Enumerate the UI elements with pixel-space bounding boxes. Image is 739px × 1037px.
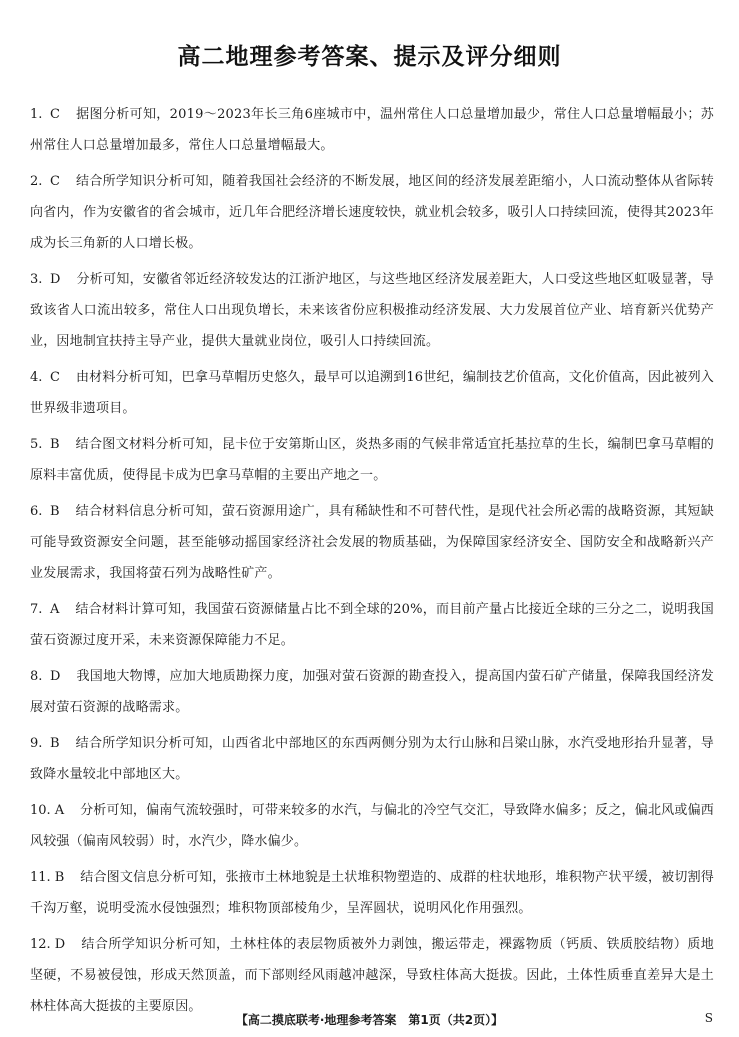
answer-item bbox=[30, 594, 714, 656]
answer-choice: B bbox=[50, 504, 60, 519]
answer-explanation: 分析可知，安徽省邻近经济较发达的江浙沪地区，与这些地区经济发展差距大，人口受这些地区虹吸显著，导致该省人口流出较多，常住人口出现负增长，未来该省份应积极推动经济发展、大力发展首位产业、培育新兴优势产业，因地制宜扶持主导产业，提供大量就业岗位，吸引人口持续回流。 bbox=[30, 272, 714, 349]
answer-explanation: 结合材料信息分析可知，萤石资源用途广，具有稀缺性和不可替代性，是现代社会所必需的战略资源，其短缺可能导致资源安全问题，甚至能够动摇国家经济社会发展的物质基础，为保障国家经济安全、国防安全和战略新兴产业发展需求，我国将萤石列为战略性矿产。 bbox=[30, 504, 714, 581]
answer-item bbox=[30, 99, 714, 161]
answer-choice: A bbox=[54, 803, 65, 818]
answer-number: 6. bbox=[30, 504, 43, 519]
answer-choice: D bbox=[54, 937, 66, 952]
answer-explanation: 由材料分析可知，巴拿马草帽历史悠久，最早可以追溯到16世纪，编制技艺价值高，文化价值高，因此被列入世界级非遗项目。 bbox=[30, 370, 714, 416]
answer-number: 4. bbox=[30, 370, 43, 385]
answer-number: 9. bbox=[30, 736, 43, 751]
answer-choice: C bbox=[50, 174, 60, 189]
answer-item bbox=[30, 362, 714, 424]
answer-explanation: 结合所学知识分析可知，山西省北中部地区的东西两侧分别为太行山脉和吕梁山脉，水汽受地形抬升显著，导致降水量较北中部地区大。 bbox=[30, 736, 714, 782]
answer-number: 8. bbox=[30, 669, 43, 684]
answer-item bbox=[30, 929, 714, 1022]
answer-item bbox=[30, 429, 714, 491]
answer-choice: C bbox=[50, 370, 60, 385]
answer-item bbox=[30, 862, 714, 924]
answer-number: 1. bbox=[30, 107, 43, 122]
answer-explanation: 结合所学知识分析可知，随着我国社会经济的不断发展，地区间的经济发展差距缩小，人口流动整体从省际转向省内，作为安徽省的省会城市，近几年合肥经济增长速度较快，就业机会较多，吸引人口持续回流，使得其2023年成为长三角新的人口增长极。 bbox=[30, 174, 714, 251]
answer-choice: C bbox=[50, 107, 60, 122]
answer-item bbox=[30, 728, 714, 790]
page-title: 高二地理参考答案、提示及评分细则 bbox=[177, 44, 562, 70]
answer-number: 3. bbox=[30, 272, 43, 287]
answer-explanation: 结合所学知识分析可知，土林柱体的表层物质被外力剥蚀，搬运带走，裸露物质（钙质、铁质胶结物）质地坚硬，不易被侵蚀，形成天然顶盖，而下部则经风雨越冲越深，导致柱体高大挺拔。因此，土体性质垂直差异大是土林柱体高大挺拔的主要原因。 bbox=[30, 937, 714, 1014]
answer-explanation: 分析可知，偏南气流较强时，可带来较多的水汽，与偏北的冷空气交汇，导致降水偏多；反之，偏北风或偏西风较强（偏南风较弱）时，水汽少，降水偏少。 bbox=[30, 803, 714, 849]
answer-choice: B bbox=[50, 736, 60, 751]
answer-number: 12. bbox=[30, 937, 51, 952]
answer-item bbox=[30, 795, 714, 857]
answer-number: 11. bbox=[30, 870, 51, 885]
answer-choice: D bbox=[50, 272, 61, 287]
answer-explanation: 据图分析可知，2019～2023年长三角6座城市中，温州常住人口总量增加最少，常住人口总量增幅最小；苏州常住人口总量增加最多，常住人口总量增幅最大。 bbox=[30, 107, 714, 153]
page-footer: 【高二摸底联考·地理参考答案 第1页（共2页）】 bbox=[235, 1013, 504, 1027]
answer-list bbox=[30, 99, 714, 1027]
answer-number: 2. bbox=[30, 174, 43, 189]
answer-item bbox=[30, 661, 714, 723]
answer-choice: A bbox=[50, 602, 60, 617]
answer-explanation: 结合图文信息分析可知，张掖市土林地貌是土状堆积物塑造的、成群的柱状地形，堆积物产状平缓，被切割得千沟万壑，说明受流水侵蚀强烈；堆积物顶部棱角少，呈浑圆状，说明风化作用强烈。 bbox=[30, 870, 714, 916]
answer-item bbox=[30, 166, 714, 259]
footer-code: S bbox=[704, 1011, 713, 1025]
answer-explanation: 结合材料计算可知，我国萤石资源储量占比不到全球的20%，而目前产量占比接近全球的三分之二，说明我国萤石资源过度开采，未来资源保障能力不足。 bbox=[30, 602, 714, 648]
answer-choice: D bbox=[50, 669, 61, 684]
answer-item bbox=[30, 496, 714, 589]
answer-item bbox=[30, 264, 714, 357]
answer-choice: B bbox=[50, 437, 60, 452]
answer-choice: B bbox=[54, 870, 65, 885]
answer-number: 5. bbox=[30, 437, 43, 452]
answer-number: 10. bbox=[30, 803, 51, 818]
answer-explanation: 我国地大物博，应加大地质勘探力度，加强对萤石资源的勘查投入，提高国内萤石矿产储量，保障我国经济发展对萤石资源的战略需求。 bbox=[30, 669, 714, 715]
answer-explanation: 结合图文材料分析可知，昆卡位于安第斯山区，炎热多雨的气候非常适宜托基拉草的生长，编制巴拿马草帽的原料丰富优质，使得昆卡成为巴拿马草帽的主要出产地之一。 bbox=[30, 437, 714, 483]
answer-number: 7. bbox=[30, 602, 43, 617]
